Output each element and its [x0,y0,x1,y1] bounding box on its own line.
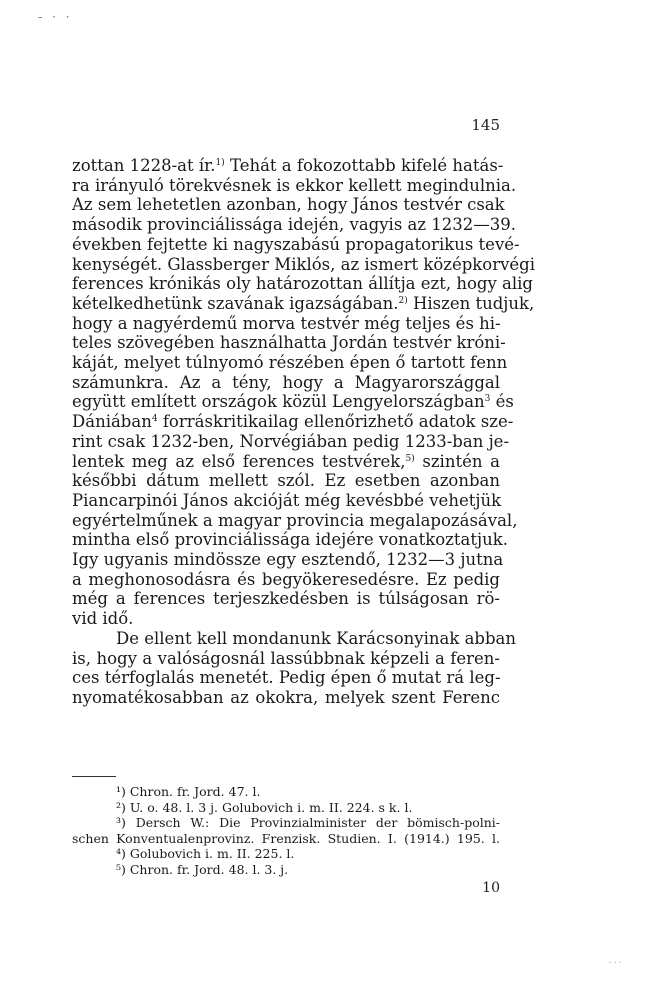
footnote-divider [72,776,116,777]
footnote: ⁴) Golubovich i. m. II. 225. l. [116,846,295,862]
text-line: lentek meg az első ferences testvérek,$^{5)}$ szintén a [72,451,500,471]
text-line: De ellent kell mondanunk Karácsonyinak abban [116,628,517,648]
text-line: káját, melyet túlnyomó részében épen ő tartott fenn [72,353,508,373]
text-line: még a ferences terjeszkedésben is túlságosan rö- [72,589,500,609]
footnote-ref: 2) [398,295,408,306]
text-line: egyértelműnek a magyar provincia megalapozásával, [72,510,518,530]
scan-artifact-mark: - · · [38,10,73,24]
footnote-ref: 5) [405,453,415,464]
text-line: hogy a nagyérdemű morva testvér még teljes és hi- [72,313,501,333]
text-line: ra irányuló törekvésnek is ekkor kellett megindulnia. [72,175,517,195]
text-line: rint csak 1232-ben, Norvégiában pedig 1233-ban je- [72,431,510,451]
text-line: nyomatékosabban az okokra, melyek szent Ferenc [72,687,500,707]
footnote: ²) U. o. 48. l. 3 j. Golubovich i. m. II. 224. s k. l. [116,799,413,815]
text-line: kételkedhetünk szavának igazságában.$^{2)}$ Hiszen tudjuk, [72,293,535,313]
footnote: ⁵) Chron. fr. Jord. 48. l. 3. j. [116,861,289,877]
text-line: Dániában$^4$ forráskritikailag ellenőrizhető adatok sze- [72,412,514,432]
text-line: második provinciálissága idején, vagyis az 1232—39. [72,215,517,235]
footnote-continuation: schen Konventualenprovinz. Frenzisk. Studien. I. (1914.) 195. l. [72,830,500,846]
text-line: együtt említett országok közül Lengyelországban$^3$ és [72,392,514,412]
text-line: ces térfoglalás menetét. Pedig épen ő mutat rá leg- [72,668,501,688]
paragraph-1 [72,156,536,629]
body-text [72,156,536,708]
text-line: vid idő. [72,609,134,629]
text-line: zottan 1228-at ír.$^{1)}$ Tehát a fokozottabb kifelé hatás- [72,156,504,175]
footnote: ¹) Chron. fr. Jord. 47. l. [116,784,261,799]
footnote-ref: 3 [484,394,491,405]
text-line: kenységét. Glassberger Miklós, az ismert középkorvégi [72,254,536,274]
text-line: teles szövegében használhatta Jordán testvér króni- [72,333,506,353]
signature-mark: 10 [482,880,500,896]
text-line: Az sem lehetetlen azonban, hogy János testvér csak [72,195,505,215]
text-line: mintha első provinciálissága idejére vonatkoztatjuk. [72,530,508,550]
text-line: Igy ugyanis mindössze egy esztendő, 1232—3 jutna [72,550,504,570]
text-line: a meghonosodásra és begyökeresedésre. Ez pedig [72,569,500,589]
text-line: években fejtette ki nagyszabású propagatorikus tevé- [72,234,520,254]
text-line: Piancarpinói János akcióját még kevésbbé vehetjük [72,490,502,510]
footnote-ref: 1) [215,158,225,168]
text-line: későbbi dátum mellett szól. Ez esetben azonban [72,471,500,491]
text-line: számunkra. Az a tény, hogy a Magyarországgal [72,372,500,392]
footnotes [72,784,500,878]
footnote-ref: 4 [151,414,158,425]
page-number: 145 [471,116,500,134]
paragraph-2 [72,628,517,708]
scan-artifact-corner: ... [608,955,624,966]
text-line: is, hogy a valóságosnál lassúbbnak képzeli a feren- [72,648,500,668]
footnote: ³) Dersch W.: Die Provinzialminister der bömisch-polni- [116,815,500,831]
text-line: ferences krónikás oly határozottan állítja ezt, hogy alig [72,274,533,294]
